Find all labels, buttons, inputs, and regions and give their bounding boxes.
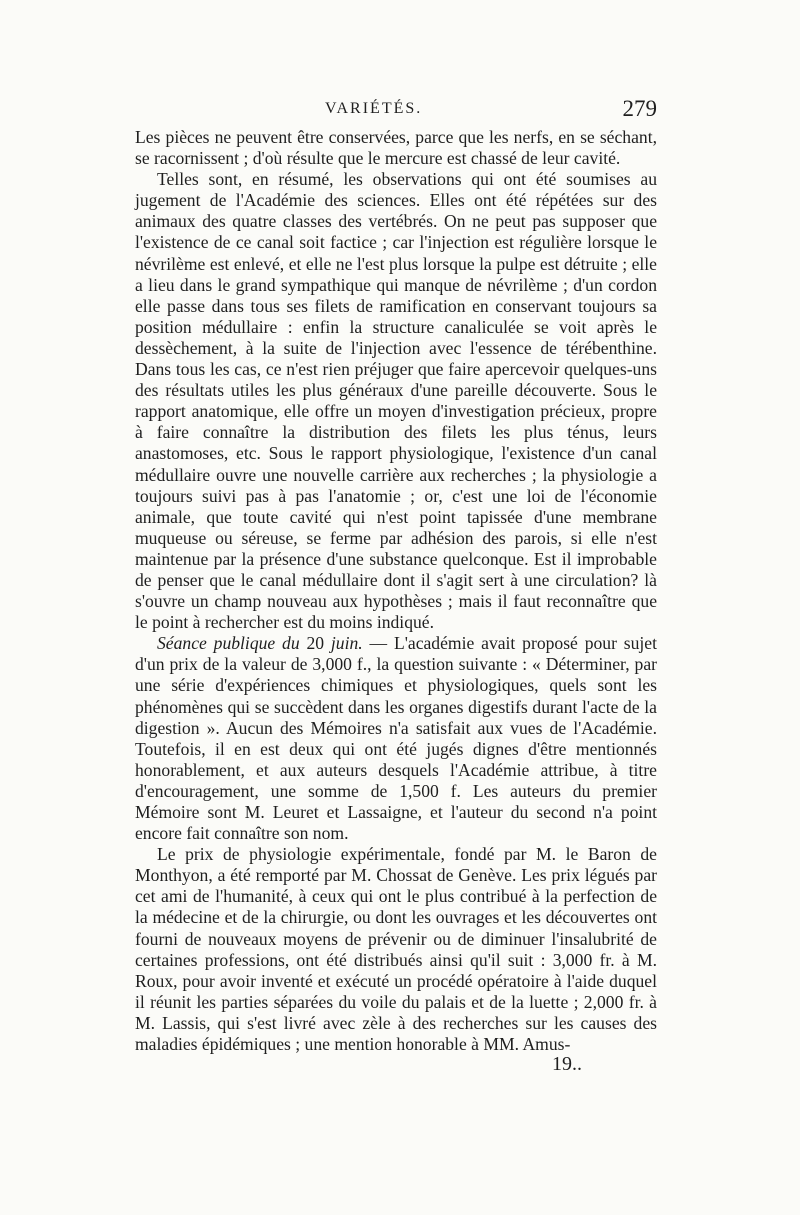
running-title: VARIÉTÉS. [325,100,423,117]
paragraph: Telles sont, en résumé, les observations qui ont été soumises au jugement de l'Académie des sciences. Elles ont été répétées sur des animaux des quatre classes des vertébrés. On ne peut pas supposer que l'existence de ce canal soit factice ; car l'injection est régulière lorsque le névrilème est enlevé, et elle ne l'est plus lorsque la pulpe est détruite ; elle a lieu dans le grand sympathique qui manque de névrilème ; d'un cordon elle passe dans tous ses filets de ramification en conservant toujours sa position médullaire : enfin la structure canaliculée se voit après le dessèchement, à la suite de l'injection avec l'essence de térébenthine. Dans tous les cas, ce n'est rien préjuger que faire apercevoir quelques-uns des résultats utiles les plus généraux d'une pareille découverte. Sous le rapport anatomique, elle offre un moyen d'investigation précieux, propre à faire connaître la distribution des filets les plus ténus, leurs anastomoses, etc. Sous le rapport physiologique, l'existence d'un canal médullaire ouvre une nouvelle carrière aux recherches ; la physiologie a toujours suivi pas à pas l'anatomie ; or, c'est une loi de l'économie animale, que toute cavité qui n'est point tapissée d'une membrane muqueuse ou séreuse, se ferme par adhésion des parois, si elle n'est maintenue par la présence d'une substance quelconque. Est il improbable de penser que le canal médullaire dont il s'agit sert à une circulation? là s'ouvre un champ nouveau aux hypothèses ; mais il faut reconnaître que le point à rechercher est du moins indiqué. [135,169,657,633]
paragraph: Les pièces ne peuvent être conservées, parce que les nerfs, en se séchant, se racornissent ; d'où résulte que le mercure est chassé de leur cavité. [135,127,657,169]
session-heading: Séance publique du [157,633,300,654]
paragraph: Le prix de physiologie expérimentale, fondé par M. le Baron de Monthyon, a été remporté par M. Chossat de Genève. Les prix légués par cet ami de l'humanité, à ceux qui ont le plus contribué à la perfection de la médecine et de la chirurgie, ou dont les ouvrages et les découvertes ont fourni de nouveaux moyens de prévenir ou de diminuer l'insalubrité de certaines professions, ont été distribués ainsi qu'il suit : 3,000 fr. à M. Roux, pour avoir inventé et exécuté un procédé opératoire à l'aide duquel il réunit les parties séparées du voile du palais et de la luette ; 2,000 fr. à M. Lassis, qui s'est livré avec zèle à des recherches sur les causes des maladies épidémiques ; une mention honorable à MM. Amus- [135,844,657,1055]
page-header [135,98,657,128]
paragraph-text: — L'académie avait proposé pour sujet d'un prix de la valeur de 3,000 f., la question suivante : « Déterminer, par une série d'expériences chimiques et physiologiques, quels sont les phénomènes qui se succèdent dans les organes digestifs durant l'acte de la digestion ». Aucun des Mémoires n'a satisfait aux vues de l'Académie. Toutefois, il en est deux qui ont été jugés dignes d'être mentionnés honorablement, et aux auteurs desquels l'Académie attribue, à titre d'encouragement, une somme de 1,500 f. Les auteurs du premier Mémoire sont M. Leuret et Lassaigne, et l'auteur du second n'a point encore fait connaître son nom. [135,633,658,844]
session-month: juin. [330,633,363,654]
body-text [135,127,657,1055]
session-day: 20 [299,633,331,654]
paragraph [135,633,657,844]
signature-mark: 19.. [552,1053,582,1075]
page-number: 279 [622,96,657,121]
